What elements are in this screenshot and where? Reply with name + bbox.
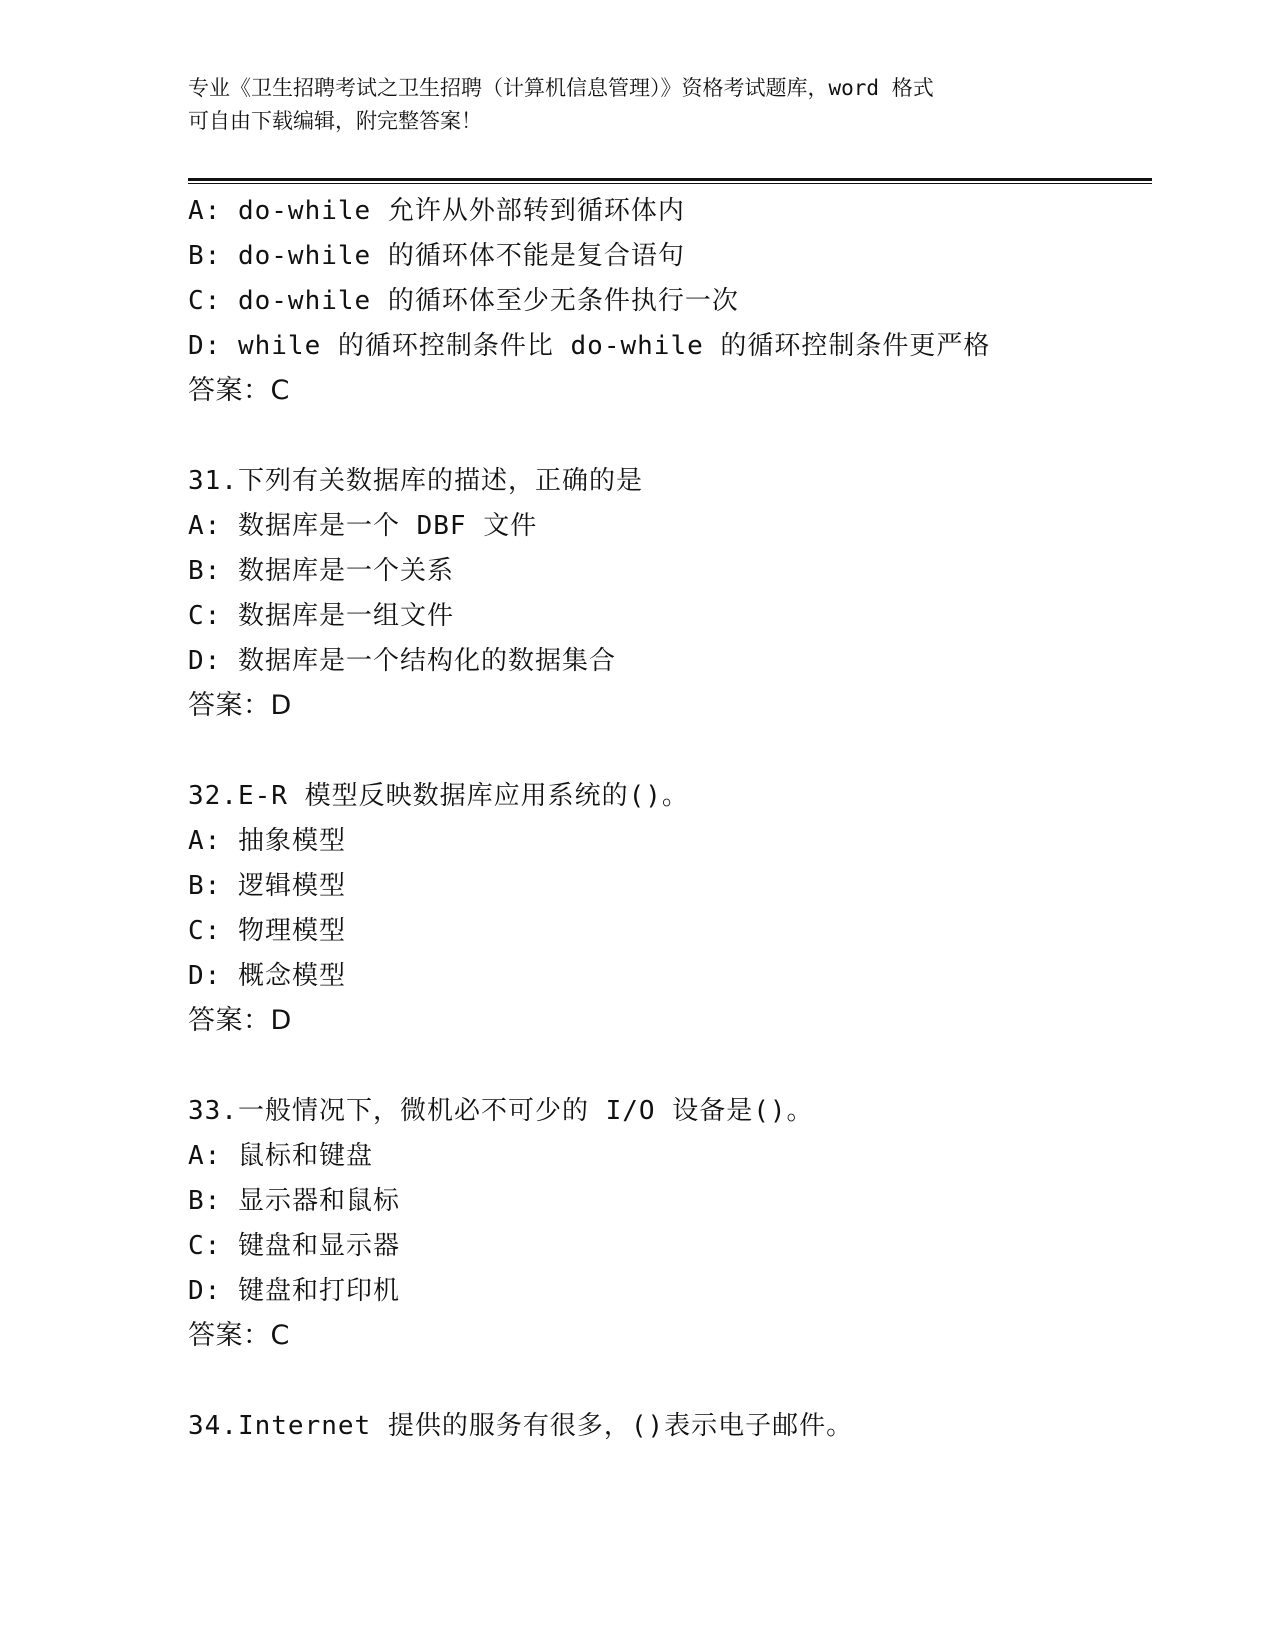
- q30-option-d: D: while 的循环控制条件比 do-while 的循环控制条件更严格: [188, 331, 991, 361]
- q31-option-b: B: 数据库是一个关系: [188, 556, 454, 586]
- header-line-1: 专业《卫生招聘考试之卫生招聘（计算机信息管理）》资格考试题库，word 格式: [188, 76, 934, 100]
- q32-answer: 答案：D: [188, 1005, 292, 1036]
- q30-option-c: C: do-while 的循环体至少无条件执行一次: [188, 286, 739, 316]
- q32-option-a: A: 抽象模型: [188, 826, 346, 856]
- q31-option-d: D: 数据库是一个结构化的数据集合: [188, 646, 616, 676]
- q34-question: 34.Internet 提供的服务有很多，()表示电子邮件。: [188, 1411, 854, 1441]
- document-header: [188, 72, 1088, 138]
- q33-question: 33.一般情况下，微机必不可少的 I/O 设备是()。: [188, 1096, 814, 1126]
- q31-question: 31.下列有关数据库的描述，正确的是: [188, 466, 643, 496]
- q33-option-d: D: 键盘和打印机: [188, 1276, 400, 1306]
- q32-option-b: B: 逻辑模型: [188, 871, 346, 901]
- header-divider-thin: [188, 183, 1152, 184]
- q33-answer: 答案：C: [188, 1320, 290, 1351]
- header-line-2: 可自由下载编辑，附完整答案！: [188, 109, 482, 133]
- q32-option-c: C: 物理模型: [188, 916, 346, 946]
- q30-answer: 答案：C: [188, 375, 290, 406]
- q33-option-b: B: 显示器和鼠标: [188, 1186, 400, 1216]
- q30-option-b: B: do-while 的循环体不能是复合语句: [188, 241, 685, 271]
- q32-question: 32.E-R 模型反映数据库应用系统的()。: [188, 781, 689, 811]
- q31-option-a: A: 数据库是一个 DBF 文件: [188, 511, 538, 541]
- q32-option-d: D: 概念模型: [188, 961, 346, 991]
- q33-option-c: C: 键盘和显示器: [188, 1231, 400, 1261]
- q31-option-c: C: 数据库是一组文件: [188, 601, 454, 631]
- q33-option-a: A: 鼠标和键盘: [188, 1141, 373, 1171]
- q31-answer: 答案：D: [188, 690, 292, 721]
- header-divider-thick: [188, 178, 1152, 181]
- q30-option-a: A: do-while 允许从外部转到循环体内: [188, 196, 685, 226]
